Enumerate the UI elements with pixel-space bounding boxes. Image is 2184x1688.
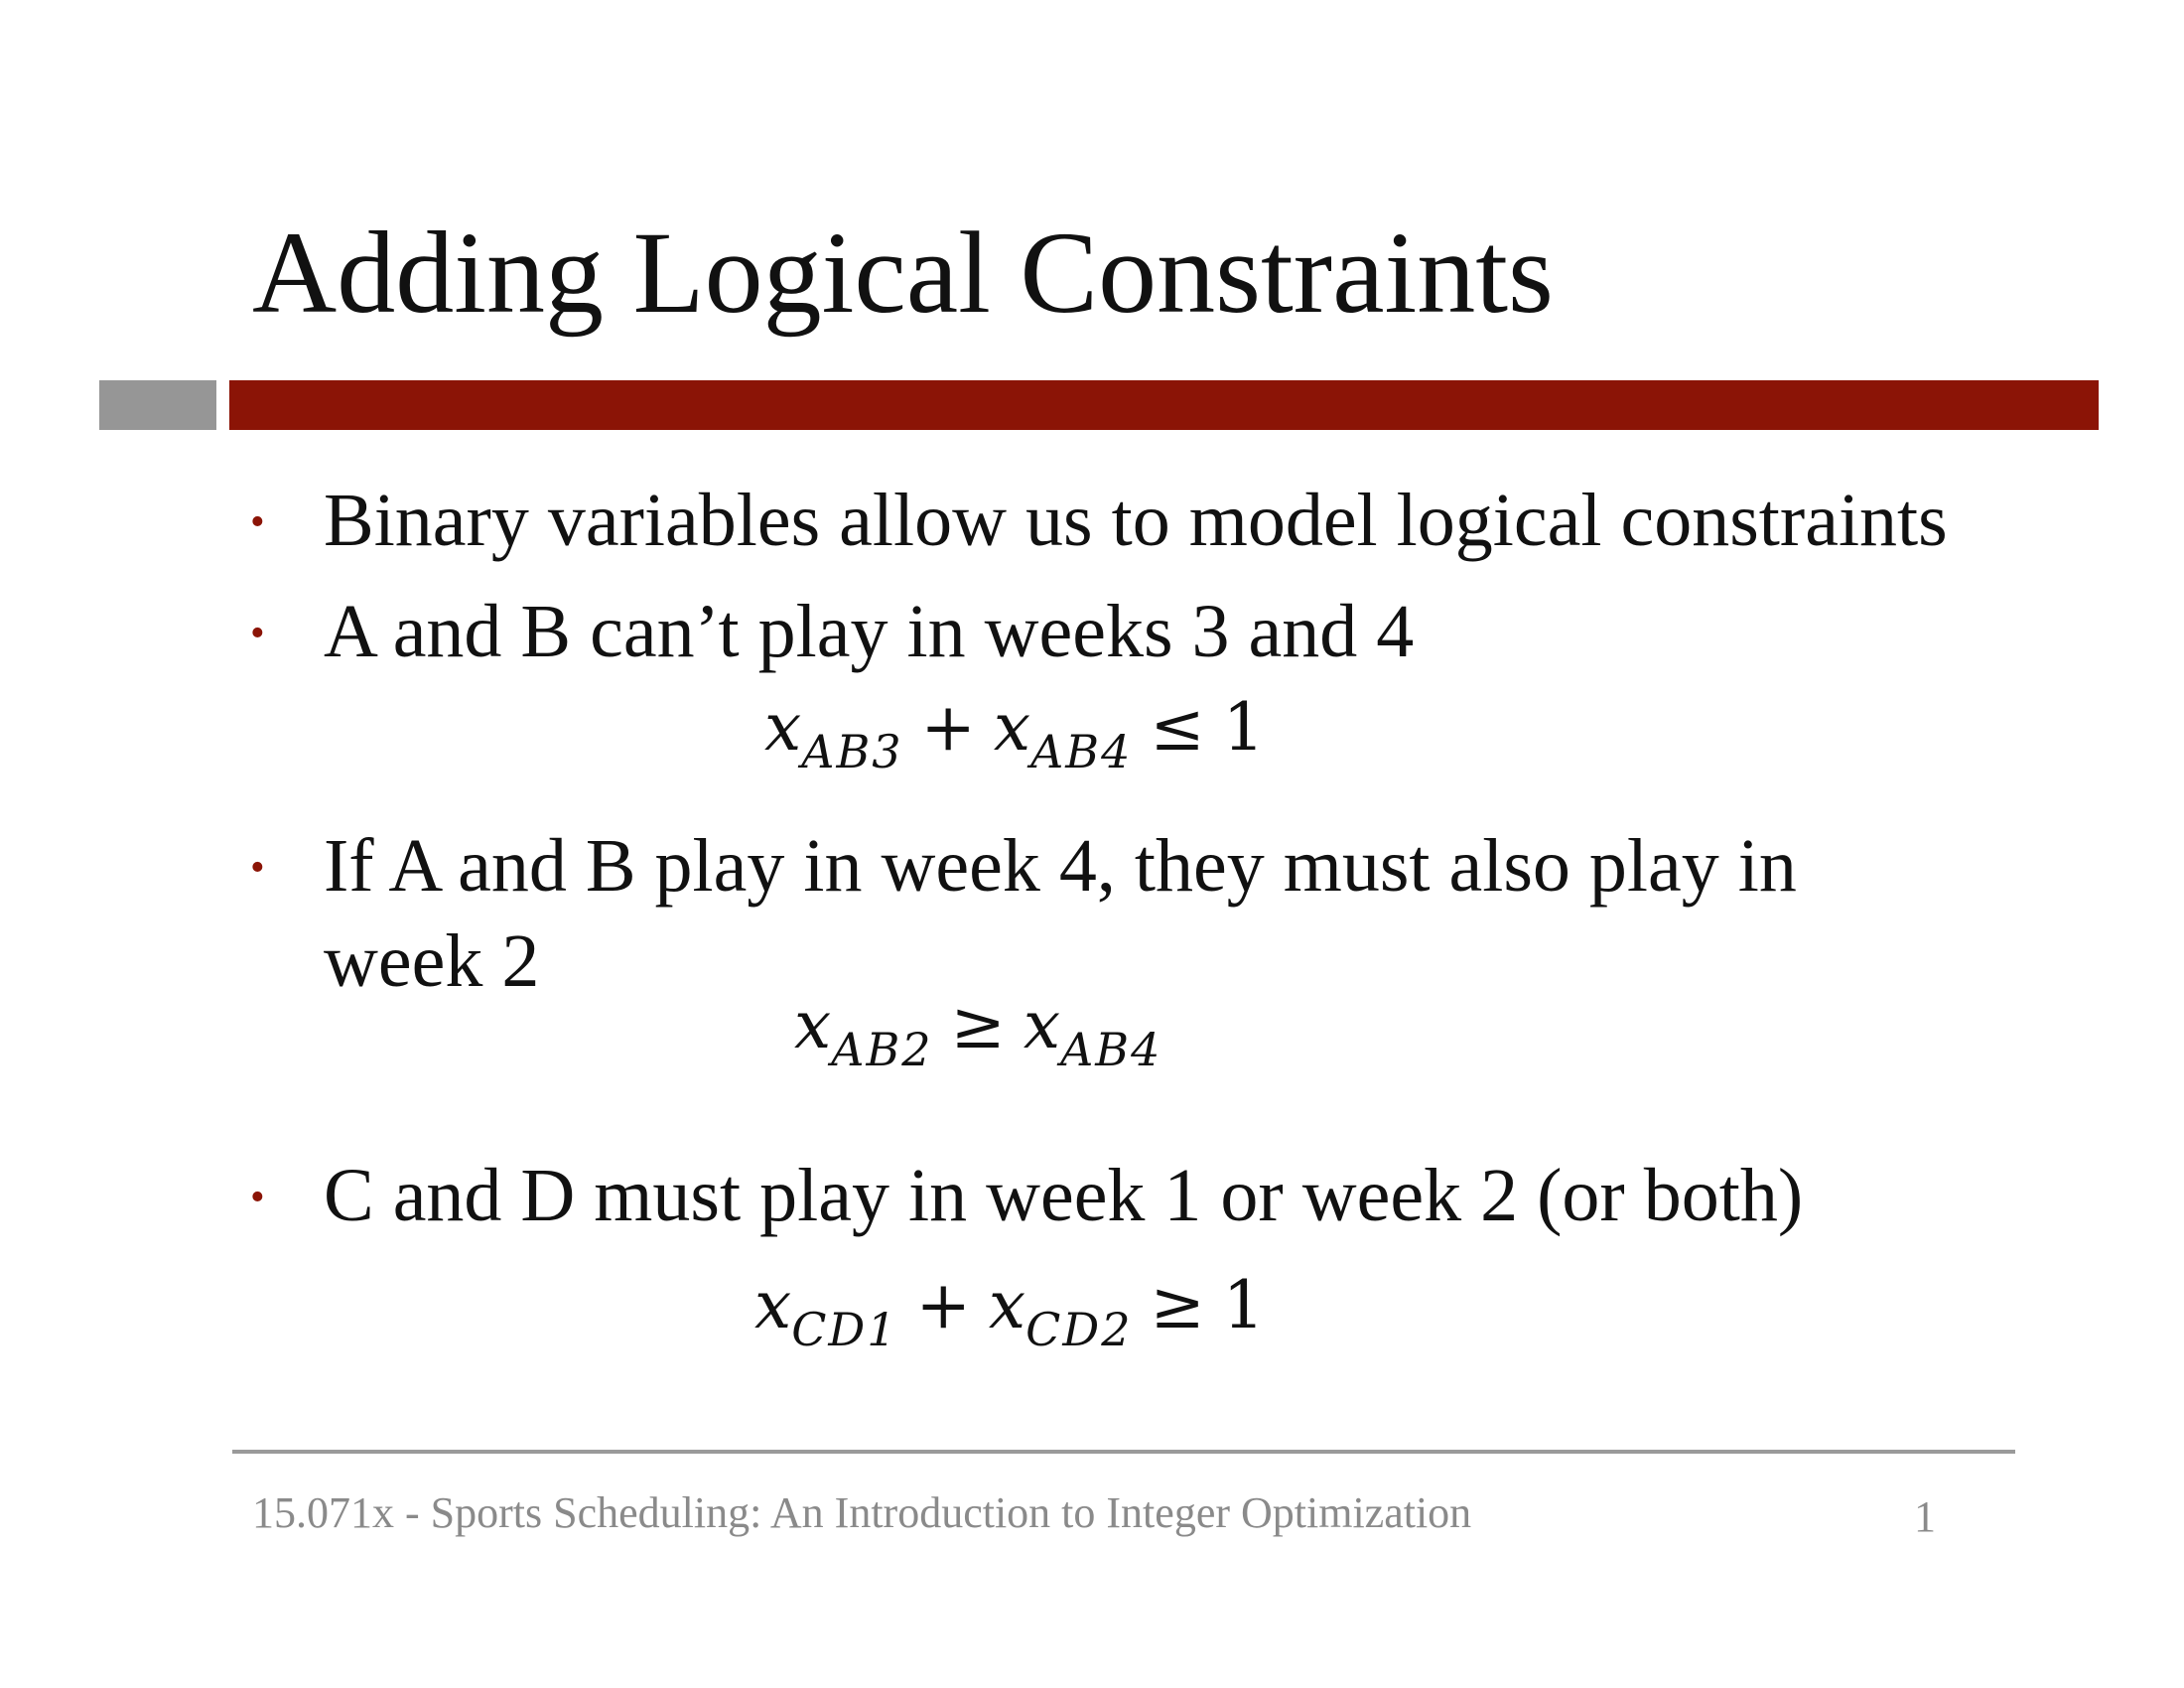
equation-variable: x (764, 689, 802, 766)
bullet-marker: • (250, 1175, 265, 1220)
equation-cd1-cd2 (754, 1261, 1265, 1356)
bullet-text: C and D must play in week 1 or week 2 (or both) (324, 1154, 1804, 1237)
title-accent-gray-bar (99, 380, 216, 430)
equation-ab2-ab4 (794, 981, 1161, 1076)
equation-variable: x (794, 987, 832, 1063)
equation-subscript: AB4 (1030, 725, 1133, 778)
equation-ab3-ab4 (764, 683, 1265, 778)
equation-variable: x (754, 1267, 792, 1343)
equation-operator: ≥ (950, 987, 1006, 1063)
equation-subscript: AB3 (801, 725, 903, 778)
equation-variable: x (988, 1267, 1026, 1343)
bullet-marker: • (250, 845, 265, 891)
equation-subscript: AB2 (831, 1023, 933, 1076)
equation-operator: ≤ (1150, 689, 1205, 766)
equation-subscript: CD2 (1025, 1303, 1133, 1356)
slide-title: Adding Logical Constraints (252, 208, 1554, 338)
title-accent-red-bar (229, 380, 2099, 430)
bullet-text-line-2: week 2 (324, 919, 540, 1003)
equation-rhs: 1 (1222, 1267, 1265, 1343)
bullet-marker: • (250, 499, 265, 545)
equation-operator: + (920, 689, 976, 766)
footer-divider (232, 1450, 2015, 1454)
bullet-text: Binary variables allow us to model logical constraints (324, 479, 1948, 562)
equation-subscript: CD1 (791, 1303, 898, 1356)
bullet-text: A and B can’t play in weeks 3 and 4 (324, 590, 1415, 673)
equation-subscript: AB4 (1060, 1023, 1162, 1076)
bullet-text-line-1: If A and B play in week 4, they must also play in (324, 824, 1797, 908)
equation-operator: + (915, 1267, 971, 1343)
bullet-marker: • (250, 611, 265, 656)
equation-operator: ≥ (1150, 1267, 1205, 1343)
page-number: 1 (1914, 1492, 1936, 1541)
equation-variable: x (1023, 987, 1061, 1063)
equation-variable: x (993, 689, 1031, 766)
footer-course-title: 15.071x - Sports Scheduling: An Introduction to Integer Optimization (252, 1488, 1472, 1537)
equation-rhs: 1 (1222, 689, 1265, 766)
